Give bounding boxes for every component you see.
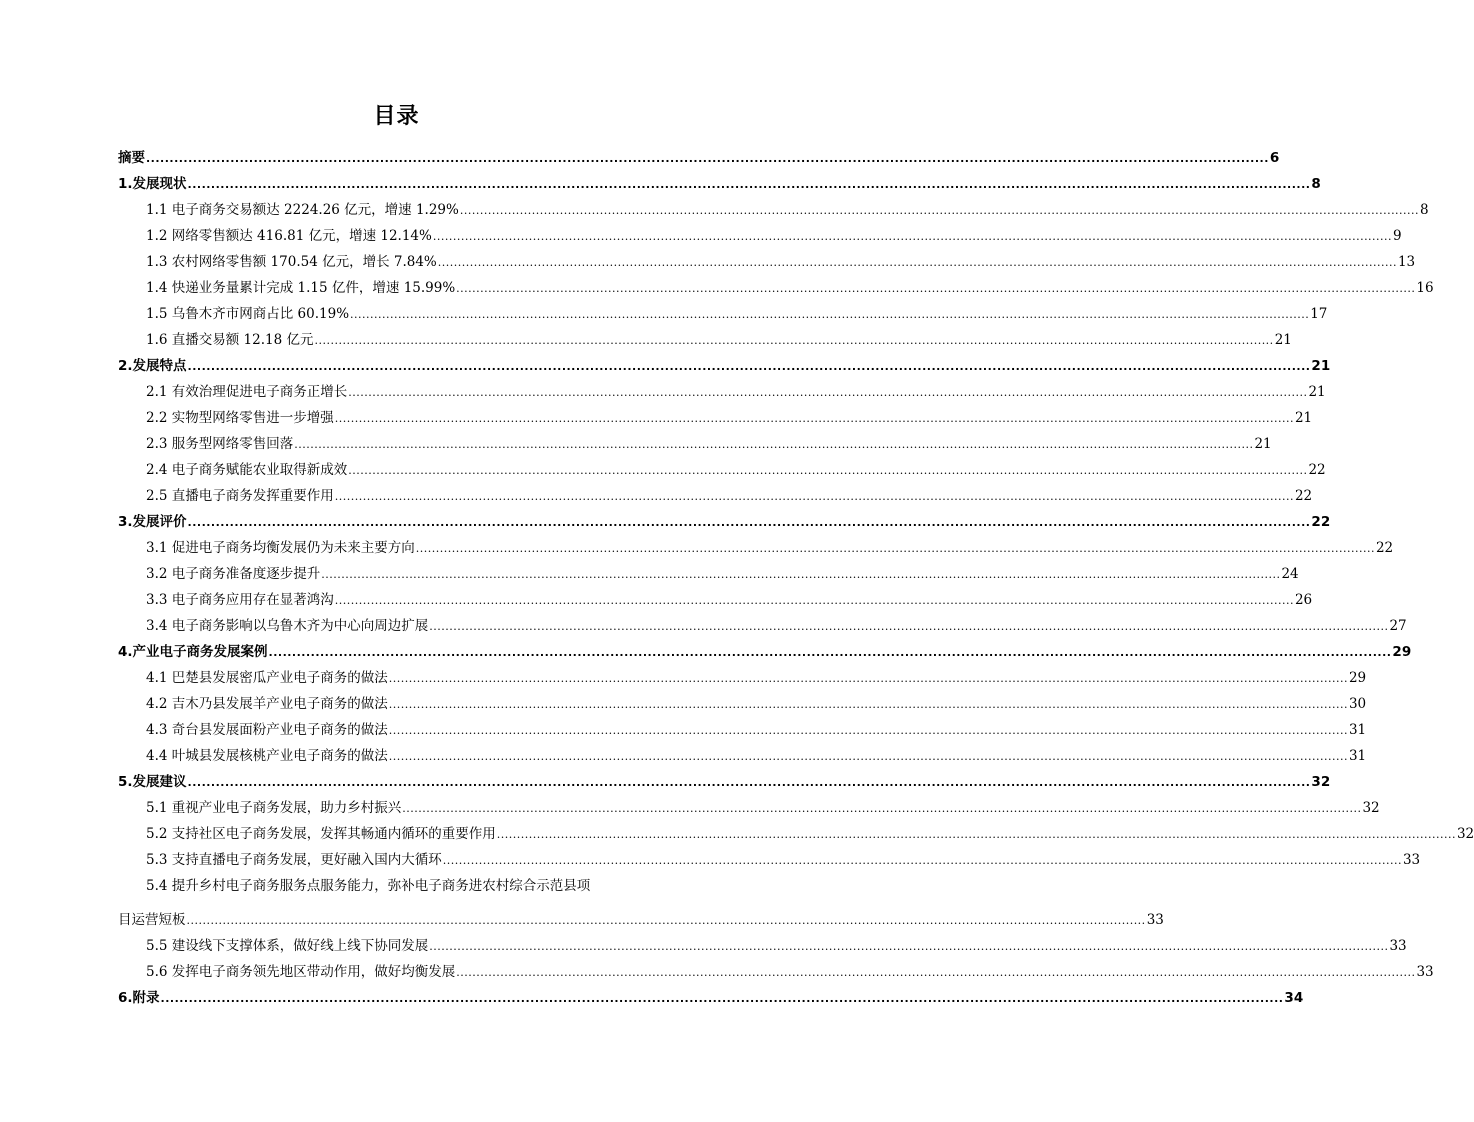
toc-leader-dots: ................................................................................................................................................................................................................................................	[429, 620, 1389, 633]
toc-entry-section-1[interactable]	[118, 167, 1321, 193]
toc-entry-text: 1.3 农村网络零售额 170.54 亿元，增长 7.84%	[146, 254, 437, 270]
toc-entry-1-3[interactable]	[146, 245, 1416, 271]
toc-entry-text: 5.5 建设线下支撑体系，做好线上线下协同发展	[146, 938, 429, 954]
toc-leader-dots: ................................................................................................................................................................................................................................................	[348, 464, 1308, 477]
toc-entry-page: 13	[1397, 254, 1416, 270]
toc-entry-1-5[interactable]	[146, 297, 1328, 323]
toc-entry-page: 9	[1393, 228, 1402, 244]
toc-leader-dots: ................................................................................................................................................................................................................................................	[187, 516, 1311, 529]
toc-leader-dots: ................................................................................................................................................................................................................................................	[146, 152, 1269, 165]
toc-entry-page: 29	[1348, 670, 1367, 686]
toc-entry-2-1[interactable]	[146, 375, 1326, 401]
toc-title: 目录	[373, 104, 420, 129]
toc-entry-4-2[interactable]	[146, 687, 1367, 713]
toc-entry-1-1[interactable]	[146, 193, 1429, 219]
toc-leader-dots: ................................................................................................................................................................................................................................................	[334, 412, 1294, 425]
toc-entry-page: 24	[1281, 566, 1299, 582]
toc-entry-page: 16	[1416, 280, 1434, 296]
toc-leader-dots: ................................................................................................................................................................................................................................................	[348, 386, 1308, 399]
toc-entry-page: 33	[1146, 912, 1164, 928]
toc-entry-page: 22	[1375, 540, 1394, 556]
toc-leader-dots: ................................................................................................................................................................................................................................................	[437, 256, 1397, 269]
toc-leader-dots: ................................................................................................................................................................................................................................................	[402, 802, 1362, 815]
toc-entry-5-1[interactable]	[146, 791, 1380, 817]
toc-entry-text: 4.1 巴楚县发展密瓜产业电子商务的做法	[146, 670, 388, 686]
toc-entry-2-2[interactable]	[146, 401, 1313, 427]
toc-entry-2-4[interactable]	[146, 453, 1326, 479]
toc-entry-page: 22	[1308, 462, 1326, 478]
toc-entry-5-2[interactable]	[146, 817, 1474, 843]
toc-entry-page: 8	[1311, 176, 1321, 192]
toc-entry-text: 2.1 有效治理促进电子商务正增长	[146, 384, 348, 400]
toc-entry-text: 5.2 支持社区电子商务发展，发挥其畅通内循环的重要作用	[146, 826, 496, 842]
toc-leader-dots: ................................................................................................................................................................................................................................................	[160, 992, 1284, 1005]
toc-entry-page: 21	[1254, 436, 1272, 452]
toc-entry-page: 33	[1389, 938, 1407, 954]
toc-entry-page: 6	[1269, 150, 1280, 166]
toc-entry-1-2[interactable]	[146, 219, 1402, 245]
toc-entry-text: 1.4 快递业务量累计完成 1.15 亿件，增速 15.99%	[146, 280, 456, 296]
toc-entry-1-4[interactable]	[146, 271, 1434, 297]
toc-entry-page: 22	[1311, 514, 1331, 530]
toc-entry-text: 4.3 奇台县发展面粉产业电子商务的做法	[146, 722, 388, 738]
toc-leader-dots: ................................................................................................................................................................................................................................................	[334, 594, 1294, 607]
toc-entry-2-3[interactable]	[146, 427, 1272, 453]
toc-entry-page: 21	[1311, 358, 1331, 374]
toc-leader-dots: ................................................................................................................................................................................................................................................	[321, 568, 1281, 581]
toc-entry-text: 1.5 乌鲁木齐市网商占比 60.19%	[146, 306, 350, 322]
toc-entry-page: 31	[1348, 748, 1367, 764]
toc-leader-dots: ................................................................................................................................................................................................................................................	[388, 698, 1348, 711]
toc-entry-3-1[interactable]	[146, 531, 1394, 557]
toc-entry-text: 2.2 实物型网络零售进一步增强	[146, 410, 334, 426]
toc-leader-dots: ................................................................................................................................................................................................................................................	[187, 776, 1311, 789]
toc-entry-section-3[interactable]	[118, 505, 1331, 531]
toc-entry-page: 8	[1420, 202, 1429, 218]
toc-entry-page: 22	[1294, 488, 1313, 504]
toc-entry-text: 5.1 重视产业电子商务发展，助力乡村振兴	[146, 800, 402, 816]
toc-entry-text: 3.4 电子商务影响以乌鲁木齐为中心向周边扩展	[146, 618, 429, 634]
toc-entry-text: 3.1 促进电子商务均衡发展仍为未来主要方向	[146, 540, 415, 556]
toc-entry-text: 4.4 叶城县发展核桃产业电子商务的做法	[146, 748, 388, 764]
toc-entry-text: 目运营短板	[118, 912, 186, 928]
toc-entry-page: 21	[1274, 332, 1292, 348]
toc-entry-section-5[interactable]	[118, 765, 1331, 791]
toc-entry-page: 26	[1294, 592, 1313, 608]
toc-leader-dots: ................................................................................................................................................................................................................................................	[456, 282, 1416, 295]
toc-entry-text: 5.发展建议	[118, 774, 187, 790]
toc-entry-page: 32	[1362, 800, 1380, 816]
toc-entry-2-5[interactable]	[146, 479, 1313, 505]
toc-entry-abstract[interactable]	[118, 141, 1280, 167]
toc-entry-text: 4.2 吉木乃县发展羊产业电子商务的做法	[146, 696, 388, 712]
toc-entry-text: 1.1 电子商务交易额达 2224.26 亿元，增速 1.29%	[146, 202, 459, 218]
toc-entry-section-4[interactable]	[118, 635, 1412, 661]
toc-entry-page: 31	[1348, 722, 1367, 738]
toc-leader-dots: ................................................................................................................................................................................................................................................	[186, 914, 1146, 927]
toc-entry-text: 摘要	[118, 150, 145, 166]
toc-entry-text: 1.发展现状	[118, 176, 187, 192]
toc-entry-4-4[interactable]	[146, 739, 1367, 765]
toc-leader-dots: ................................................................................................................................................................................................................................................	[442, 854, 1402, 867]
toc-entry-page: 30	[1348, 696, 1367, 712]
toc-entry-page: 34	[1284, 990, 1304, 1006]
toc-leader-dots: ................................................................................................................................................................................................................................................	[294, 438, 1254, 451]
toc-entry-text: 1.2 网络零售额达 416.81 亿元，增速 12.14%	[146, 228, 432, 244]
toc-entry-text: 6.附录	[118, 990, 160, 1006]
toc-leader-dots: ................................................................................................................................................................................................................................................	[496, 828, 1456, 841]
toc-leader-dots: ................................................................................................................................................................................................................................................	[432, 230, 1393, 243]
toc-entry-text: 3.2 电子商务准备度逐步提升	[146, 566, 321, 582]
toc-entry-5-4[interactable]	[118, 903, 1164, 929]
toc-leader-dots: ................................................................................................................................................................................................................................................	[187, 360, 1311, 373]
toc-entry-page: 33	[1402, 852, 1421, 868]
toc-leader-dots: ................................................................................................................................................................................................................................................	[459, 204, 1420, 217]
toc-entry-text: 5.6 发挥电子商务领先地区带动作用，做好均衡发展	[146, 964, 456, 980]
toc-entry-5-5[interactable]	[146, 929, 1407, 955]
toc-entry-text: 2.发展特点	[118, 358, 187, 374]
toc-entry-text: 3.发展评价	[118, 514, 187, 530]
toc-entry-page: 33	[1416, 964, 1434, 980]
toc-leader-dots: ................................................................................................................................................................................................................................................	[268, 646, 1392, 659]
toc-entry-1-6[interactable]	[146, 323, 1292, 349]
toc-entry-text: 2.5 直播电子商务发挥重要作用	[146, 488, 334, 504]
toc-entry-text: 5.3 支持直播电子商务发展，更好融入国内大循环	[146, 852, 442, 868]
toc-entry-page: 21	[1294, 410, 1313, 426]
toc-entry-section-2[interactable]	[118, 349, 1331, 375]
toc-entry-text: 1.6 直播交易额 12.18 亿元	[146, 332, 314, 348]
toc-leader-dots: ................................................................................................................................................................................................................................................	[187, 178, 1311, 191]
toc-entry-page: 27	[1389, 618, 1407, 634]
toc-leader-dots: ................................................................................................................................................................................................................................................	[388, 672, 1348, 685]
toc-leader-dots: ................................................................................................................................................................................................................................................	[350, 308, 1310, 321]
toc-leader-dots: ................................................................................................................................................................................................................................................	[415, 542, 1375, 555]
toc-entry-5-4-line1[interactable]: 5.4 提升乡村电子商务服务点服务能力，弥补电子商务进农村综合示范县项	[146, 878, 591, 894]
toc-entry-text: 3.3 电子商务应用存在显著鸿沟	[146, 592, 334, 608]
toc-entry-5-3[interactable]	[146, 843, 1421, 869]
toc-leader-dots: ................................................................................................................................................................................................................................................	[429, 940, 1389, 953]
toc-entry-3-4[interactable]	[146, 609, 1407, 635]
toc-entry-page: 32	[1311, 774, 1331, 790]
toc-entry-page: 17	[1310, 306, 1328, 322]
toc-entry-text: 4.产业电子商务发展案例	[118, 644, 268, 660]
toc-entry-page: 29	[1392, 644, 1412, 660]
toc-leader-dots: ................................................................................................................................................................................................................................................	[314, 334, 1274, 347]
toc-leader-dots: ................................................................................................................................................................................................................................................	[388, 750, 1348, 763]
toc-entry-section-6[interactable]	[118, 981, 1304, 1007]
toc-entry-text: 2.3 服务型网络零售回落	[146, 436, 294, 452]
toc-entry-page: 21	[1308, 384, 1326, 400]
toc-entry-page: 32	[1456, 826, 1474, 842]
toc-leader-dots: ................................................................................................................................................................................................................................................	[456, 966, 1416, 979]
toc-leader-dots: ................................................................................................................................................................................................................................................	[388, 724, 1348, 737]
toc-entry-3-3[interactable]	[146, 583, 1313, 609]
toc-entry-4-3[interactable]	[146, 713, 1367, 739]
toc-entry-text: 2.4 电子商务赋能农业取得新成效	[146, 462, 348, 478]
toc-entry-5-6[interactable]	[146, 955, 1434, 981]
toc-leader-dots: ................................................................................................................................................................................................................................................	[334, 490, 1294, 503]
toc-entry-3-2[interactable]	[146, 557, 1299, 583]
toc-entry-4-1[interactable]	[146, 661, 1367, 687]
